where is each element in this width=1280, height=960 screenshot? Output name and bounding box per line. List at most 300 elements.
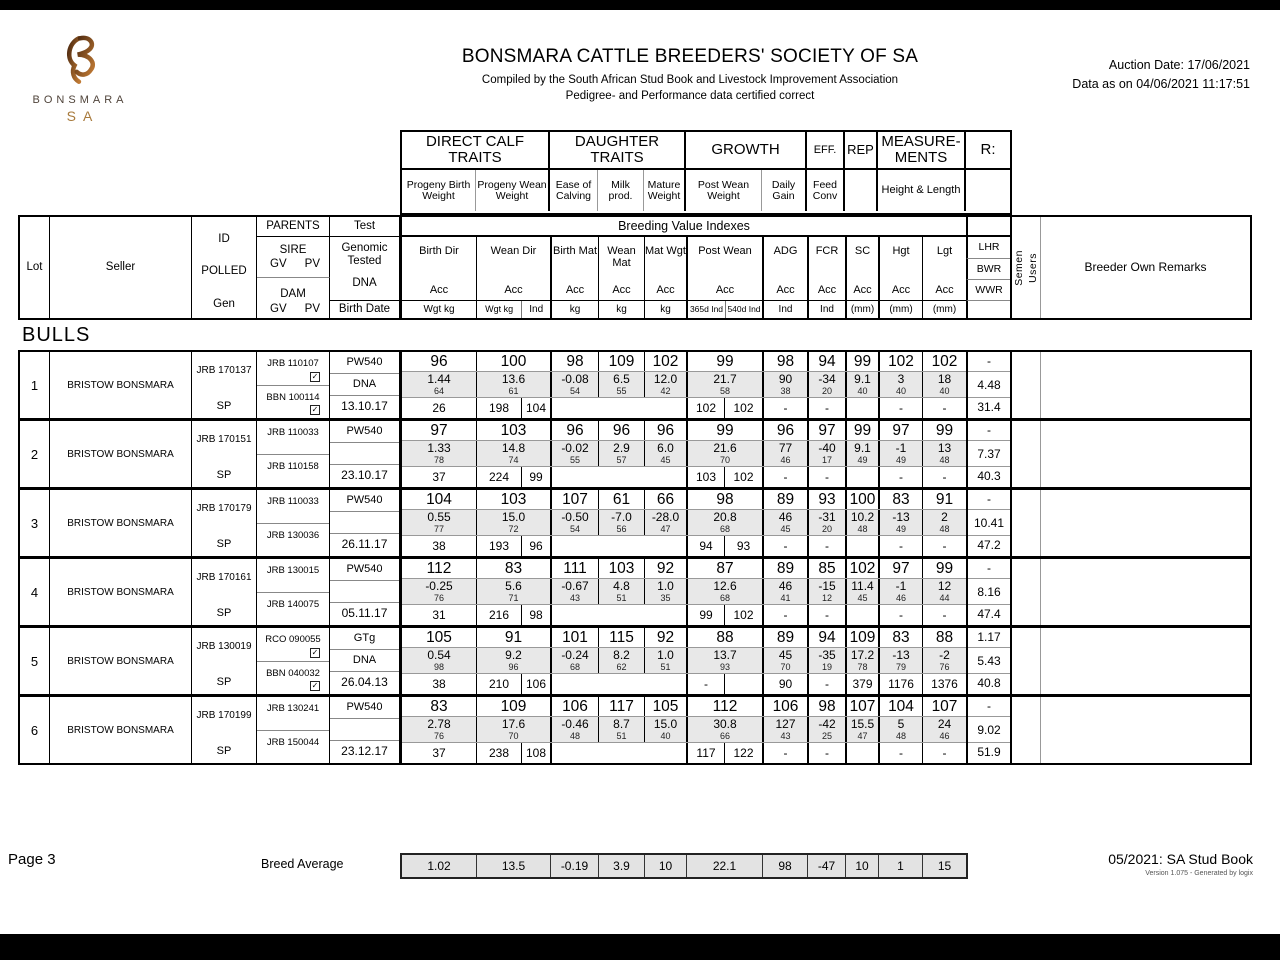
animal-id: JRB 170179 bbox=[196, 503, 252, 514]
measured-value: - bbox=[686, 674, 724, 694]
bv-cell bbox=[762, 717, 807, 742]
birth-date: 13.10.17 bbox=[330, 395, 399, 418]
bv-value: -42 bbox=[818, 717, 836, 731]
bv-cell bbox=[686, 648, 762, 673]
dam-id: JRB 130036 bbox=[266, 529, 320, 541]
bv-accuracy: 40 bbox=[660, 731, 671, 741]
dna-flag bbox=[330, 719, 399, 740]
index-value: 83 bbox=[430, 697, 448, 715]
parents-cell bbox=[257, 490, 330, 556]
bv-cell bbox=[476, 717, 550, 742]
bv-cell bbox=[807, 648, 845, 673]
dam-cell bbox=[257, 523, 329, 557]
birth-date: 23.10.17 bbox=[330, 464, 399, 487]
bv-accuracy: 68 bbox=[719, 593, 730, 603]
animal-id-cell bbox=[192, 559, 257, 625]
semen-users-cell bbox=[1010, 421, 1040, 487]
page-title: BONSMARA CATTLE BREEDERS' SOCIETY OF SA bbox=[461, 46, 919, 67]
seller-name: BRISTOW BONSMARA bbox=[50, 352, 192, 418]
index-value: 97 bbox=[430, 421, 448, 439]
value-col-head bbox=[845, 237, 878, 300]
value-col-acc: Acc bbox=[429, 284, 449, 296]
unit-cell bbox=[922, 301, 966, 318]
bv-cell bbox=[644, 441, 686, 466]
bv-accuracy: 78 bbox=[433, 455, 444, 465]
bv-accuracy: 43 bbox=[780, 731, 791, 741]
dam-cell bbox=[257, 385, 329, 419]
bv-value: 20.8 bbox=[713, 510, 737, 524]
unit-label: kg bbox=[616, 304, 627, 315]
sire-id: JRB 110033 bbox=[267, 496, 319, 507]
bv-value: 30.8 bbox=[713, 717, 737, 731]
measured-band bbox=[402, 398, 966, 418]
bv-accuracy: 78 bbox=[857, 662, 868, 672]
measured-value: 37 bbox=[432, 746, 446, 760]
bv-accuracy: 40 bbox=[857, 386, 868, 396]
trait-group-header bbox=[400, 130, 1012, 215]
bv-cell bbox=[878, 372, 922, 397]
measured-value: - bbox=[807, 743, 845, 763]
measured-value: - bbox=[807, 605, 845, 625]
bv-accuracy: 68 bbox=[569, 662, 580, 672]
sub-milk-prod: Milk prod. bbox=[598, 170, 644, 211]
bv-cell bbox=[598, 717, 644, 742]
bv-value: 14.8 bbox=[501, 441, 526, 455]
bv-value: -0.08 bbox=[561, 372, 589, 386]
measured-value: - bbox=[807, 398, 845, 418]
bv-cell bbox=[845, 717, 878, 742]
bv-accuracy: 48 bbox=[569, 731, 580, 741]
breed-average-value: 1.02 bbox=[427, 859, 451, 873]
measured-value: 106 bbox=[521, 674, 550, 694]
index-value: 98 bbox=[550, 352, 598, 371]
sub-daily-gain: Daily Gain bbox=[762, 170, 807, 211]
dam-checked-icon: ✓ bbox=[311, 405, 319, 414]
unit-cell bbox=[550, 301, 598, 318]
index-band bbox=[402, 352, 966, 371]
label-semen: Semen bbox=[1013, 249, 1025, 286]
sire-id: JRB 130015 bbox=[266, 565, 320, 576]
bv-accuracy: 40 bbox=[939, 386, 950, 396]
bv-accuracy: 96 bbox=[508, 662, 519, 672]
value-col-acc: Acc bbox=[891, 284, 911, 296]
value-col-label: Hgt bbox=[892, 245, 910, 257]
index-value: 115 bbox=[598, 628, 644, 647]
lot-number: 1 bbox=[20, 352, 50, 418]
index-value: 83 bbox=[878, 628, 922, 647]
index-value: 109 bbox=[845, 628, 878, 647]
bv-accuracy: 17 bbox=[821, 455, 832, 465]
semen-users-cell bbox=[1010, 490, 1040, 556]
bv-value: 6.0 bbox=[657, 441, 674, 455]
measured-value: - bbox=[878, 743, 922, 763]
lot-number: 2 bbox=[20, 421, 50, 487]
dam-id: BBN 100114 bbox=[266, 391, 320, 403]
col-head-remarks: Breeder Own Remarks bbox=[1040, 217, 1250, 318]
value-col-label: SC bbox=[854, 245, 871, 257]
animal-id: JRB 170137 bbox=[196, 365, 252, 376]
measured-value: 104 bbox=[521, 398, 550, 418]
bv-value: 45 bbox=[778, 648, 793, 662]
bv-accuracy: 55 bbox=[569, 455, 580, 465]
ratio-cell bbox=[966, 628, 1010, 694]
bv-cell bbox=[762, 579, 807, 604]
bv-cell bbox=[878, 441, 922, 466]
label-id: ID bbox=[218, 233, 230, 245]
breed-average-value: 98 bbox=[762, 855, 807, 877]
bv-cell bbox=[807, 717, 845, 742]
bv-accuracy: 47 bbox=[660, 524, 671, 534]
sub-progeny-birth-weight: Progeny Birth Weight bbox=[402, 170, 476, 211]
main-table-header bbox=[18, 215, 1252, 320]
col-head-parents: PARENTS bbox=[257, 217, 330, 237]
breeding-value-band bbox=[402, 716, 966, 743]
birth-date: 26.04.13 bbox=[330, 671, 399, 694]
index-value: 117 bbox=[598, 697, 644, 716]
label-bwr: BWR bbox=[966, 258, 1010, 279]
col-head-seller: Seller bbox=[50, 217, 192, 318]
bv-value: 12 bbox=[937, 579, 952, 593]
birth-date: 05.11.17 bbox=[330, 602, 399, 625]
bv-cell bbox=[644, 717, 686, 742]
index-value: 107 bbox=[845, 697, 878, 716]
index-value: 106 bbox=[762, 697, 807, 716]
measured-value: - bbox=[922, 467, 966, 487]
dam-cell bbox=[257, 730, 329, 764]
bv-accuracy: 45 bbox=[660, 455, 671, 465]
top-black-bar bbox=[0, 0, 1280, 10]
document-header bbox=[330, 46, 1050, 102]
breeding-value-band bbox=[402, 578, 966, 605]
lot-number: 5 bbox=[20, 628, 50, 694]
bwr-value: 7.37 bbox=[968, 440, 1010, 467]
sire-checked-icon: ✓ bbox=[311, 371, 319, 381]
publication-info bbox=[1000, 851, 1253, 877]
bv-value: -13 bbox=[892, 648, 910, 662]
group-r: R: bbox=[980, 141, 996, 158]
breed-average-value: 22.1 bbox=[686, 855, 762, 877]
breed-average-value: 10 bbox=[644, 855, 686, 877]
gen-code: SP bbox=[216, 607, 232, 619]
breed-average-row bbox=[400, 853, 968, 879]
sire-id: JRB 110107 bbox=[267, 358, 319, 369]
unit-cell bbox=[402, 301, 476, 318]
value-col-units bbox=[402, 300, 966, 318]
sire-id: JRB 110033 bbox=[267, 427, 319, 438]
lot-row bbox=[18, 418, 1252, 489]
breed-average-value: 1 bbox=[878, 855, 922, 877]
index-value: 98 bbox=[807, 697, 845, 716]
measured-value: 117 bbox=[686, 743, 724, 763]
measured-value: 379 bbox=[845, 674, 878, 694]
seller-name: BRISTOW BONSMARA bbox=[50, 421, 192, 487]
bv-accuracy: 54 bbox=[569, 524, 580, 534]
label-polled: POLLED bbox=[201, 265, 247, 278]
bv-value: 77 bbox=[778, 441, 793, 455]
test-type: PW540 bbox=[330, 559, 399, 581]
unit-label: Ind bbox=[778, 304, 793, 315]
lot-row bbox=[18, 350, 1252, 420]
measured-value: - bbox=[878, 536, 922, 556]
bv-cell bbox=[686, 441, 762, 466]
auction-date: Auction Date: 17/06/2021 bbox=[1108, 58, 1250, 72]
wwr-value: 47.2 bbox=[977, 538, 1001, 552]
value-col-label: ADG bbox=[773, 245, 798, 257]
measured-value bbox=[845, 743, 878, 763]
bv-cell bbox=[550, 441, 598, 466]
bv-value: 15.0 bbox=[501, 510, 526, 524]
dam-gv-pv bbox=[257, 303, 329, 316]
birth-date: 26.11.17 bbox=[330, 533, 399, 556]
bv-cell bbox=[922, 717, 966, 742]
col-head-test: Test bbox=[330, 217, 402, 237]
index-value: 105 bbox=[426, 628, 452, 646]
bv-accuracy: 49 bbox=[857, 455, 868, 465]
index-value: 99 bbox=[686, 352, 762, 371]
breeder-remarks-cell bbox=[1040, 559, 1250, 625]
label-genomic-tested: Genomic Tested bbox=[341, 242, 388, 267]
bv-accuracy: 42 bbox=[660, 386, 671, 396]
logo-region-text: SA bbox=[66, 108, 100, 124]
value-col-label: FCR bbox=[815, 245, 839, 257]
sire-cell bbox=[257, 559, 329, 592]
measured-value: 38 bbox=[432, 539, 446, 553]
sire-cell bbox=[257, 697, 329, 730]
measured-value bbox=[845, 467, 878, 487]
index-value: 93 bbox=[807, 490, 845, 509]
measured-value: - bbox=[922, 398, 966, 418]
measured-value bbox=[845, 536, 878, 556]
bv-accuracy: 48 bbox=[857, 524, 868, 534]
bv-value: -31 bbox=[818, 510, 836, 524]
bv-accuracy: 66 bbox=[719, 731, 730, 741]
sub-mature-weight: Mature Weight bbox=[644, 170, 686, 211]
bv-value: 9.1 bbox=[854, 441, 871, 455]
animal-id: JRB 170199 bbox=[196, 710, 252, 721]
index-value: 99 bbox=[845, 421, 878, 440]
measured-value: - bbox=[878, 467, 922, 487]
col-head-id-polled-gen bbox=[192, 217, 257, 318]
label-users: Users bbox=[1026, 252, 1039, 283]
unit-label: Wgt kg bbox=[423, 304, 455, 315]
logo-brand-text: BONSMARA bbox=[32, 94, 128, 106]
value-area bbox=[402, 421, 966, 487]
unit-label: kg bbox=[660, 304, 671, 315]
bv-accuracy: 55 bbox=[616, 386, 627, 396]
bv-value: 24 bbox=[937, 717, 952, 731]
unit-label: kg bbox=[569, 304, 581, 315]
breeder-remarks-cell bbox=[1040, 490, 1250, 556]
index-value: 96 bbox=[644, 421, 686, 440]
index-value: 83 bbox=[476, 559, 550, 578]
bv-value: 17.2 bbox=[850, 648, 875, 662]
test-type: PW540 bbox=[330, 697, 399, 719]
measured-band bbox=[402, 536, 966, 556]
bv-cell bbox=[762, 648, 807, 673]
measured-value bbox=[550, 467, 686, 487]
semen-users-head bbox=[1010, 217, 1040, 318]
bv-cell bbox=[878, 510, 922, 535]
wwr-value: 47.4 bbox=[977, 607, 1001, 621]
measured-value: 37 bbox=[432, 470, 446, 484]
bv-cell bbox=[845, 510, 878, 535]
bv-cell bbox=[807, 579, 845, 604]
label-birth-date: Birth Date bbox=[330, 300, 402, 318]
measured-value: - bbox=[807, 674, 845, 694]
breed-average-value: 15 bbox=[922, 855, 966, 877]
value-col-label: Birth Dir bbox=[419, 245, 459, 257]
bv-accuracy: 68 bbox=[719, 524, 730, 534]
measured-value: 210 bbox=[476, 674, 521, 694]
index-band bbox=[402, 628, 966, 647]
bv-cell bbox=[476, 441, 550, 466]
measured-value: - bbox=[762, 398, 807, 418]
breeder-remarks-cell bbox=[1040, 421, 1250, 487]
lots-table bbox=[18, 350, 1252, 765]
bv-accuracy: 76 bbox=[939, 662, 950, 672]
bv-accuracy: 49 bbox=[895, 455, 906, 465]
bv-accuracy: 74 bbox=[508, 455, 519, 465]
bv-value: 127 bbox=[775, 717, 796, 731]
bv-value: -35 bbox=[818, 648, 836, 662]
ratio-head-blank bbox=[966, 217, 1010, 237]
sire-cell bbox=[257, 628, 329, 661]
bv-cell bbox=[807, 372, 845, 397]
bv-value: 13.6 bbox=[501, 372, 526, 386]
breed-average-value: 13.5 bbox=[476, 855, 550, 877]
bv-accuracy: 51 bbox=[660, 662, 671, 672]
gen-code: SP bbox=[216, 745, 232, 757]
sire-cell bbox=[257, 421, 329, 454]
measured-value: 102 bbox=[724, 398, 762, 418]
measured-value: 102 bbox=[724, 605, 762, 625]
bv-value: 15.5 bbox=[850, 717, 875, 731]
index-value: 96 bbox=[550, 421, 598, 440]
dna-flag bbox=[330, 512, 399, 533]
bv-value: 12.6 bbox=[713, 579, 737, 593]
bv-value: 1.0 bbox=[657, 579, 674, 593]
bv-cell bbox=[598, 510, 644, 535]
bv-value: -1 bbox=[895, 579, 907, 593]
unit-cell bbox=[878, 301, 922, 318]
bv-value: 2 bbox=[941, 510, 948, 524]
breed-average-value: 3.9 bbox=[598, 855, 644, 877]
measured-value: 90 bbox=[762, 674, 807, 694]
measured-value: 102 bbox=[724, 467, 762, 487]
index-value: 94 bbox=[807, 352, 845, 371]
parents-cell bbox=[257, 559, 330, 625]
test-type: GTg bbox=[330, 628, 399, 650]
bv-accuracy: 46 bbox=[780, 455, 791, 465]
bv-cell bbox=[686, 717, 762, 742]
unit-sub-label: 365d Ind bbox=[689, 304, 724, 314]
breeder-remarks-cell bbox=[1040, 697, 1250, 763]
measured-value: - bbox=[922, 605, 966, 625]
bv-cell bbox=[922, 579, 966, 604]
bv-cell bbox=[845, 441, 878, 466]
bv-accuracy: 56 bbox=[616, 524, 627, 534]
unit-cell bbox=[476, 301, 550, 318]
unit-label: (mm) bbox=[850, 304, 875, 315]
bv-cell bbox=[644, 579, 686, 604]
unit-cell bbox=[845, 301, 878, 318]
label-wwr: WWR bbox=[966, 279, 1010, 300]
measured-value: - bbox=[878, 398, 922, 418]
group-eff: EFF. bbox=[807, 132, 845, 168]
bv-value: 21.7 bbox=[713, 372, 737, 386]
bv-accuracy: 70 bbox=[508, 731, 519, 741]
measured-value: - bbox=[762, 536, 807, 556]
bv-value: 11.4 bbox=[851, 579, 874, 593]
bv-accuracy: 45 bbox=[780, 524, 791, 534]
measured-value: - bbox=[807, 536, 845, 556]
bv-value: 12.0 bbox=[653, 372, 678, 386]
measured-value: 1376 bbox=[922, 674, 966, 694]
group-rep: REP bbox=[845, 132, 878, 168]
bv-value: 1.44 bbox=[427, 372, 451, 386]
semen-users-cell bbox=[1010, 559, 1040, 625]
measured-value: - bbox=[762, 467, 807, 487]
bv-value: 21.6 bbox=[713, 441, 737, 455]
value-col-head bbox=[922, 237, 966, 300]
unit-cell bbox=[807, 301, 845, 318]
bv-accuracy: 70 bbox=[719, 455, 730, 465]
bv-cell bbox=[922, 648, 966, 673]
animal-id-cell bbox=[192, 490, 257, 556]
gen-code: SP bbox=[216, 469, 232, 481]
index-value: 89 bbox=[762, 559, 807, 578]
genomic-head bbox=[330, 237, 402, 300]
value-col-acc: Acc bbox=[776, 284, 795, 296]
bv-accuracy: 70 bbox=[780, 662, 791, 672]
bv-accuracy: 76 bbox=[433, 593, 444, 603]
bv-accuracy: 77 bbox=[433, 524, 444, 534]
sire-cell bbox=[257, 490, 329, 523]
lhr-value: - bbox=[987, 699, 991, 713]
bv-accuracy: 35 bbox=[660, 593, 671, 603]
trait-subheads-row bbox=[402, 170, 1010, 211]
value-area bbox=[402, 490, 966, 556]
bv-cell bbox=[598, 648, 644, 673]
label-lhr: LHR bbox=[966, 237, 1010, 258]
dam-cell bbox=[257, 454, 329, 488]
value-col-acc: Acc bbox=[817, 284, 837, 296]
measured-value: - bbox=[762, 605, 807, 625]
bv-accuracy: 76 bbox=[433, 731, 444, 741]
lot-row bbox=[18, 487, 1252, 558]
bv-value: -15 bbox=[818, 579, 836, 593]
bv-cell bbox=[550, 648, 598, 673]
lhr-value: - bbox=[987, 492, 991, 506]
bv-accuracy: 45 bbox=[857, 593, 868, 603]
bv-cell bbox=[598, 372, 644, 397]
measured-value bbox=[550, 605, 686, 625]
value-area bbox=[402, 559, 966, 625]
index-value: 100 bbox=[476, 352, 550, 371]
test-cell bbox=[330, 421, 402, 487]
bv-accuracy: 12 bbox=[821, 593, 832, 603]
index-value: 91 bbox=[922, 490, 966, 509]
group-daughter-traits: DAUGHTER TRAITS bbox=[550, 132, 686, 168]
bv-value: 1.0 bbox=[657, 648, 674, 662]
lhr-value: 1.17 bbox=[977, 630, 1001, 644]
unit-cell bbox=[762, 301, 807, 318]
index-value: 99 bbox=[845, 352, 878, 371]
index-value: 97 bbox=[807, 421, 845, 440]
seller-name: BRISTOW BONSMARA bbox=[50, 559, 192, 625]
value-col-acc: Acc bbox=[935, 284, 954, 296]
bv-cell bbox=[762, 372, 807, 397]
